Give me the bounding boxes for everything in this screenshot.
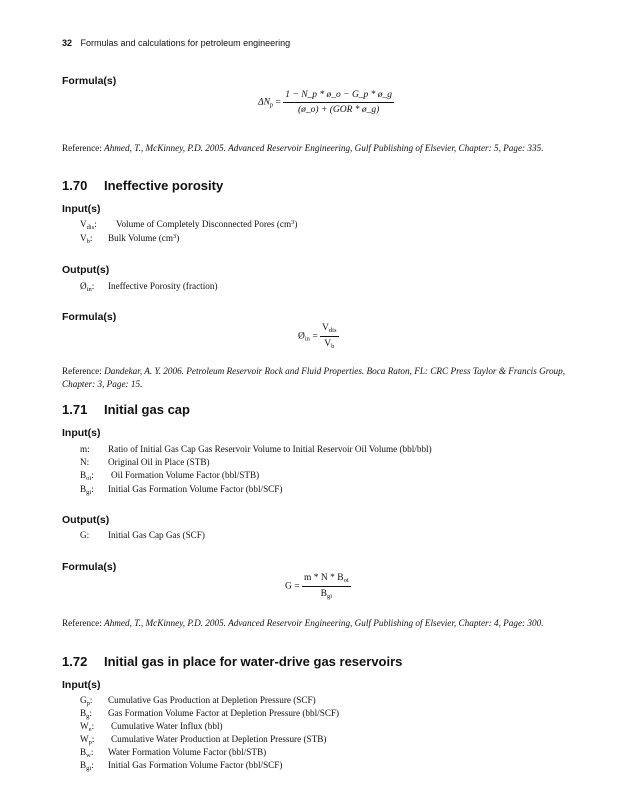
input-symbol: B — [80, 484, 87, 494]
formulas-label: Formula(s) — [62, 561, 117, 573]
input-desc: Initial Gas Formation Volume Factor (bbl/SCF) — [108, 760, 283, 770]
input-row: $B_w$: Water Formation Volume Factor (bbl/STB) — [80, 747, 267, 759]
input-desc: Oil Formation Volume Factor (bbl/STB) — [111, 470, 260, 480]
input-desc-sup: 3 — [291, 219, 295, 226]
input-symbol-sub: e — [88, 726, 92, 733]
input-symbol: W — [80, 721, 89, 731]
section-heading-1-71 — [62, 402, 190, 417]
formula-delta-np: $\Delta N_p$ = $\frac{1 - N\_p * ø\_o - G\_p * ø\_g}{\text{(ø\_o) + (GOR * ø\_g)}}$ — [258, 90, 393, 115]
section-title: Ineffective porosity — [104, 178, 224, 193]
input-symbol-sub: gi — [86, 489, 92, 496]
input-desc: Volume of Completely Disconnected Pores (cm — [116, 219, 292, 229]
formula-ineffective-porosity: $Ø_{in}$ = $\frac{V_{dis}}{V_b}$ — [298, 323, 337, 350]
section-heading-1-70 — [62, 178, 223, 193]
input-row: m: Ratio of Initial Gas Cap Gas Reservoir Volume to Initial Reservoir Oil Volume (bbl/bbl) — [80, 444, 432, 454]
reference-text: Ahmed, T., McKinney, P.D. 2005. Advanced Reservoir Engineering, Gulf Publishing of Elsevier, Chapter: 5, Page: 335. — [104, 143, 544, 153]
input-desc-end: ) — [176, 233, 180, 243]
formula-numerator-sub: oi — [343, 577, 349, 584]
page-number: 32 — [62, 38, 73, 48]
section-number: 1.70 — [62, 178, 88, 193]
input-symbol-sub: b — [86, 238, 90, 245]
input-row: $W_p$: Cumulative Water Production at Depletion Pressure (STB) — [80, 734, 327, 746]
formula-numerator: m * N * B — [303, 573, 344, 583]
formula-numerator: V — [322, 323, 329, 333]
input-row: N: Original Oil in Place (STB) — [80, 457, 210, 467]
formula-lhs: ΔN — [258, 97, 270, 108]
formulas-label: Formula(s) — [62, 75, 117, 87]
input-row: $G_p$: Cumulative Gas Production at Depletion Pressure (SCF) — [80, 695, 316, 707]
input-row: $V_b$: Bulk Volume $(cm^3)$ — [80, 233, 180, 245]
formula-numerator: 1 − N_p * ø_o − G_p * ø_g — [285, 90, 393, 100]
inputs-label: Input(s) — [62, 203, 101, 215]
input-desc: Initial Gas Formation Volume Factor (bbl/SCF) — [108, 484, 283, 494]
reference-prefix: Reference: — [62, 366, 105, 376]
inputs-label: Input(s) — [62, 679, 101, 691]
input-symbol: B — [80, 470, 87, 480]
input-symbol: B — [80, 747, 87, 757]
formula-denominator-sub: gi — [326, 593, 333, 600]
running-header — [62, 38, 290, 48]
inputs-label: Input(s) — [62, 427, 101, 439]
formula-numerator-sub: dis — [328, 327, 337, 334]
input-symbol: B — [80, 760, 87, 770]
input-row: $W_e$: Cumulative Water Influx (bbl) — [80, 721, 223, 733]
fraction — [320, 323, 338, 350]
input-row: $B_{gi}$: Initial Gas Formation Volume Factor (bbl/SCF) — [80, 484, 283, 496]
input-symbol-sub: p — [86, 700, 90, 707]
input-symbol-sub: dis — [86, 224, 95, 231]
formula-lhs-sub: p — [269, 101, 274, 109]
output-row: G: Initial Gas Cap Gas (SCF) — [80, 530, 205, 540]
formula-initial-gas-cap: G = $\frac{m * N * B_{oi}}{B_{gi}}$ — [285, 573, 349, 600]
book-title: Formulas and calculations for petroleum engineering — [80, 38, 291, 48]
input-desc: Ratio of Initial Gas Cap Gas Reservoir Volume to Initial Reservoir Oil Volume (bbl/bbl) — [108, 444, 432, 454]
input-symbol: m — [80, 444, 88, 454]
input-row: $V_{dis}$: Volume of Completely Disconnected Pores $(cm^3)$ — [80, 219, 298, 231]
input-desc-end: ) — [294, 219, 298, 229]
reference-prefix: Reference: — [62, 143, 105, 153]
input-symbol-sub: p — [88, 739, 92, 746]
output-desc: Ineffective Porosity (fraction) — [108, 281, 218, 291]
output-desc: Initial Gas Cap Gas (SCF) — [108, 530, 205, 540]
input-symbol: W — [80, 734, 89, 744]
input-desc: Bulk Volume (cm — [108, 233, 173, 243]
section-number: 1.71 — [62, 402, 88, 417]
formula-lhs: G — [285, 581, 292, 592]
reference-2 — [62, 365, 572, 390]
formulas-label: Formula(s) — [62, 311, 117, 323]
reference-text: Dandekar, A. Y. 2006. Petroleum Reservoir Rock and Fluid Properties. Boca Raton, FL: CRC Press Taylor & Francis Group, Chapter: 3, Page: 15. — [62, 366, 566, 389]
reference-1 — [62, 142, 572, 155]
formula-denominator: V — [324, 339, 332, 349]
outputs-label: Output(s) — [62, 264, 110, 276]
formula-denominator: B — [320, 589, 327, 599]
section-number: 1.72 — [62, 654, 88, 669]
input-desc: Water Formation Volume Factor (bbl/STB) — [108, 747, 267, 757]
reference-text: Ahmed, T., McKinney, P.D. 2005. Advanced Reservoir Engineering, Gulf Publishing of Elsevier, Chapter: 4, Page: 300. — [104, 618, 544, 628]
input-symbol: N — [80, 457, 87, 467]
input-symbol: B — [80, 708, 87, 718]
section-title: Initial gas cap — [104, 402, 190, 417]
input-desc: Cumulative Gas Production at Depletion Pressure (SCF) — [108, 695, 316, 705]
input-symbol-sub: oi — [86, 475, 92, 482]
reference-3 — [62, 617, 572, 630]
input-symbol-sub: w — [86, 752, 91, 759]
fraction — [283, 90, 394, 115]
input-desc: Original Oil in Place (STB) — [108, 457, 210, 467]
input-symbol: G — [80, 695, 87, 705]
input-symbol-sub: gi — [86, 765, 92, 772]
output-symbol: G — [80, 530, 87, 540]
input-row: $B_{gi}$: Initial Gas Formation Volume Factor (bbl/SCF) — [80, 760, 283, 772]
input-desc-sup: 3 — [173, 233, 177, 240]
input-symbol: V — [80, 219, 87, 229]
output-symbol: Ø — [80, 281, 87, 291]
formula-denominator: (ø_o) + (GOR * ø_g) — [298, 105, 380, 115]
input-desc: Cumulative Water Production at Depletion Pressure (STB) — [111, 734, 327, 744]
formula-lhs: Ø — [298, 331, 305, 342]
input-desc: Cumulative Water Influx (bbl) — [111, 721, 223, 731]
outputs-label: Output(s) — [62, 514, 110, 526]
reference-prefix: Reference: — [62, 618, 105, 628]
fraction — [302, 573, 351, 600]
output-symbol-sub: in — [86, 286, 92, 293]
input-desc: Gas Formation Volume Factor at Depletion Pressure (bbl/SCF) — [108, 708, 340, 718]
input-row: $B_{oi}$: Oil Formation Volume Factor (bbl/STB) — [80, 470, 260, 482]
section-heading-1-72 — [62, 654, 402, 669]
input-row: $B_g$: Gas Formation Volume Factor at Depletion Pressure (bbl/SCF) — [80, 708, 340, 720]
formula-denominator-sub: b — [331, 343, 335, 350]
input-symbol: V — [80, 233, 87, 243]
formula-lhs-sub: in — [304, 335, 310, 343]
input-symbol-sub: g — [86, 713, 90, 720]
section-title: Initial gas in place for water-drive gas reservoirs — [104, 654, 403, 669]
output-row: $Ø_{in}$: Ineffective Porosity (fraction) — [80, 281, 218, 293]
